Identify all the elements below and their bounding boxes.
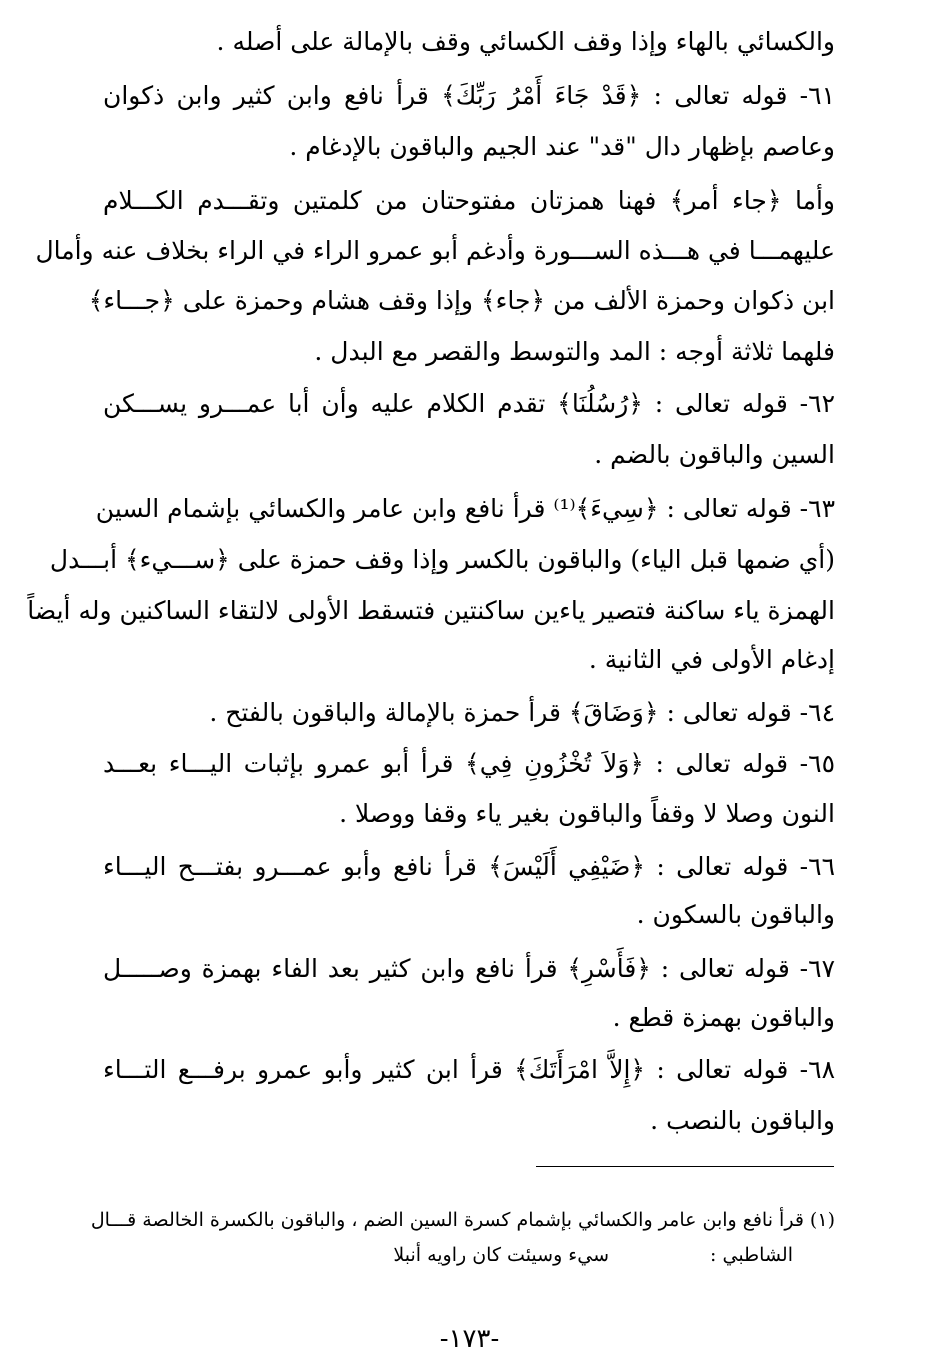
footnote-line: (١) قرأ نافع وابن عامر والكسائي بإشمام كسرة السين الضم ، والباقون بالكسرة الخالصة قـــال <box>90 1209 835 1231</box>
text-line: والباقون بهمزة قطع . <box>612 1003 835 1032</box>
text-line: ٦٧- قوله تعالى : ﴿فَأَسْرِ﴾ قرأ نافع وابن كثير بعد الفاء بهمزة وصـــــل <box>103 954 835 983</box>
footnote-label: الشاطبي : <box>710 1244 793 1266</box>
text-line: الهمزة ياء ساكنة فتصير ياءين ساكنتين فتسقط الأولى لالتقاء الساكنين وله أيضاً <box>27 596 835 625</box>
text-line: وعاصم بإظهار دال "قد" عند الجيم والباقون بالإدغام . <box>289 132 835 161</box>
text-line: ٦٣- قوله تعالى : ﴿سِيءَ﴾⁽¹⁾ قرأ نافع وابن عامر والكسائي بإشمام السين <box>95 494 835 523</box>
text-line: إدغام الأولى في الثانية . <box>588 645 835 674</box>
page-number: -١٧٣- <box>439 1324 500 1354</box>
footnote-separator <box>536 1166 834 1167</box>
text-line: ابن ذكوان وحمزة الألف من ﴿جاء﴾ وإذا وقف هشام وحمزة على ﴿جـــاء﴾ <box>88 286 835 315</box>
text-line: عليهمـــا في هـــذه الســـورة وأدغم أبو عمرو الراء في الراء بخلاف عنه وأمال <box>35 236 835 265</box>
text-line: ٦٦- قوله تعالى : ﴿ضَيْفِي أَلَيْسَ﴾ قرأ نافع وأبو عمـــرو بفتـــح اليـــاء <box>103 852 835 881</box>
text-line: ٦٢- قوله تعالى : ﴿رُسُلُنَا﴾ تقدم الكلام عليه وأن أبا عمـــرو يســـكن <box>103 389 835 418</box>
text-line: ٦٤- قوله تعالى : ﴿وَضَاقَ﴾ قرأ حمزة بالإمالة والباقون بالفتح . <box>209 698 835 727</box>
text-line: (أي ضمها قبل الياء) والباقون بالكسر وإذا وقف حمزة على ﴿ســـيء﴾ أبـــدل <box>49 545 835 574</box>
text-line: والباقون بالنصب . <box>650 1106 835 1135</box>
text-line: السين والباقون بالضم . <box>594 440 835 469</box>
text-line: ٦٨- قوله تعالى : ﴿إِلاَّ امْرَأَتَكَ﴾ قرأ ابن كثير وأبو عمرو برفـــع التـــاء <box>103 1055 835 1084</box>
text-line: ٦٥- قوله تعالى : ﴿وَلاَ تُخْزُونِ فِي﴾ قرأ أبو عمرو بإثبات اليـــاء بعـــد <box>103 749 835 778</box>
text-line: فلهما ثلاثة أوجه : المد والتوسط والقصر مع البدل . <box>314 337 835 366</box>
footnote-verse: سيء وسيئت كان راويه أنبلا <box>393 1244 609 1266</box>
text-line: والباقون بالسكون . <box>636 900 835 929</box>
text-line: وأما ﴿جاء أمر﴾ فهنا همزتان مفتوحتان من كلمتين وتقـــدم الكـــلام <box>103 186 835 215</box>
text-line: النون وصلا لا وقفاً والباقون بغير ياء وقفا ووصلا . <box>339 799 835 828</box>
text-line: ٦١- قوله تعالى : ﴿قَدْ جَاءَ أَمْرُ رَبِّكَ﴾ قرأ نافع وابن كثير وابن ذكوان <box>103 81 835 110</box>
text-line: والكسائي بالهاء وإذا وقف الكسائي وقف بالإمالة على أصله . <box>216 27 835 56</box>
